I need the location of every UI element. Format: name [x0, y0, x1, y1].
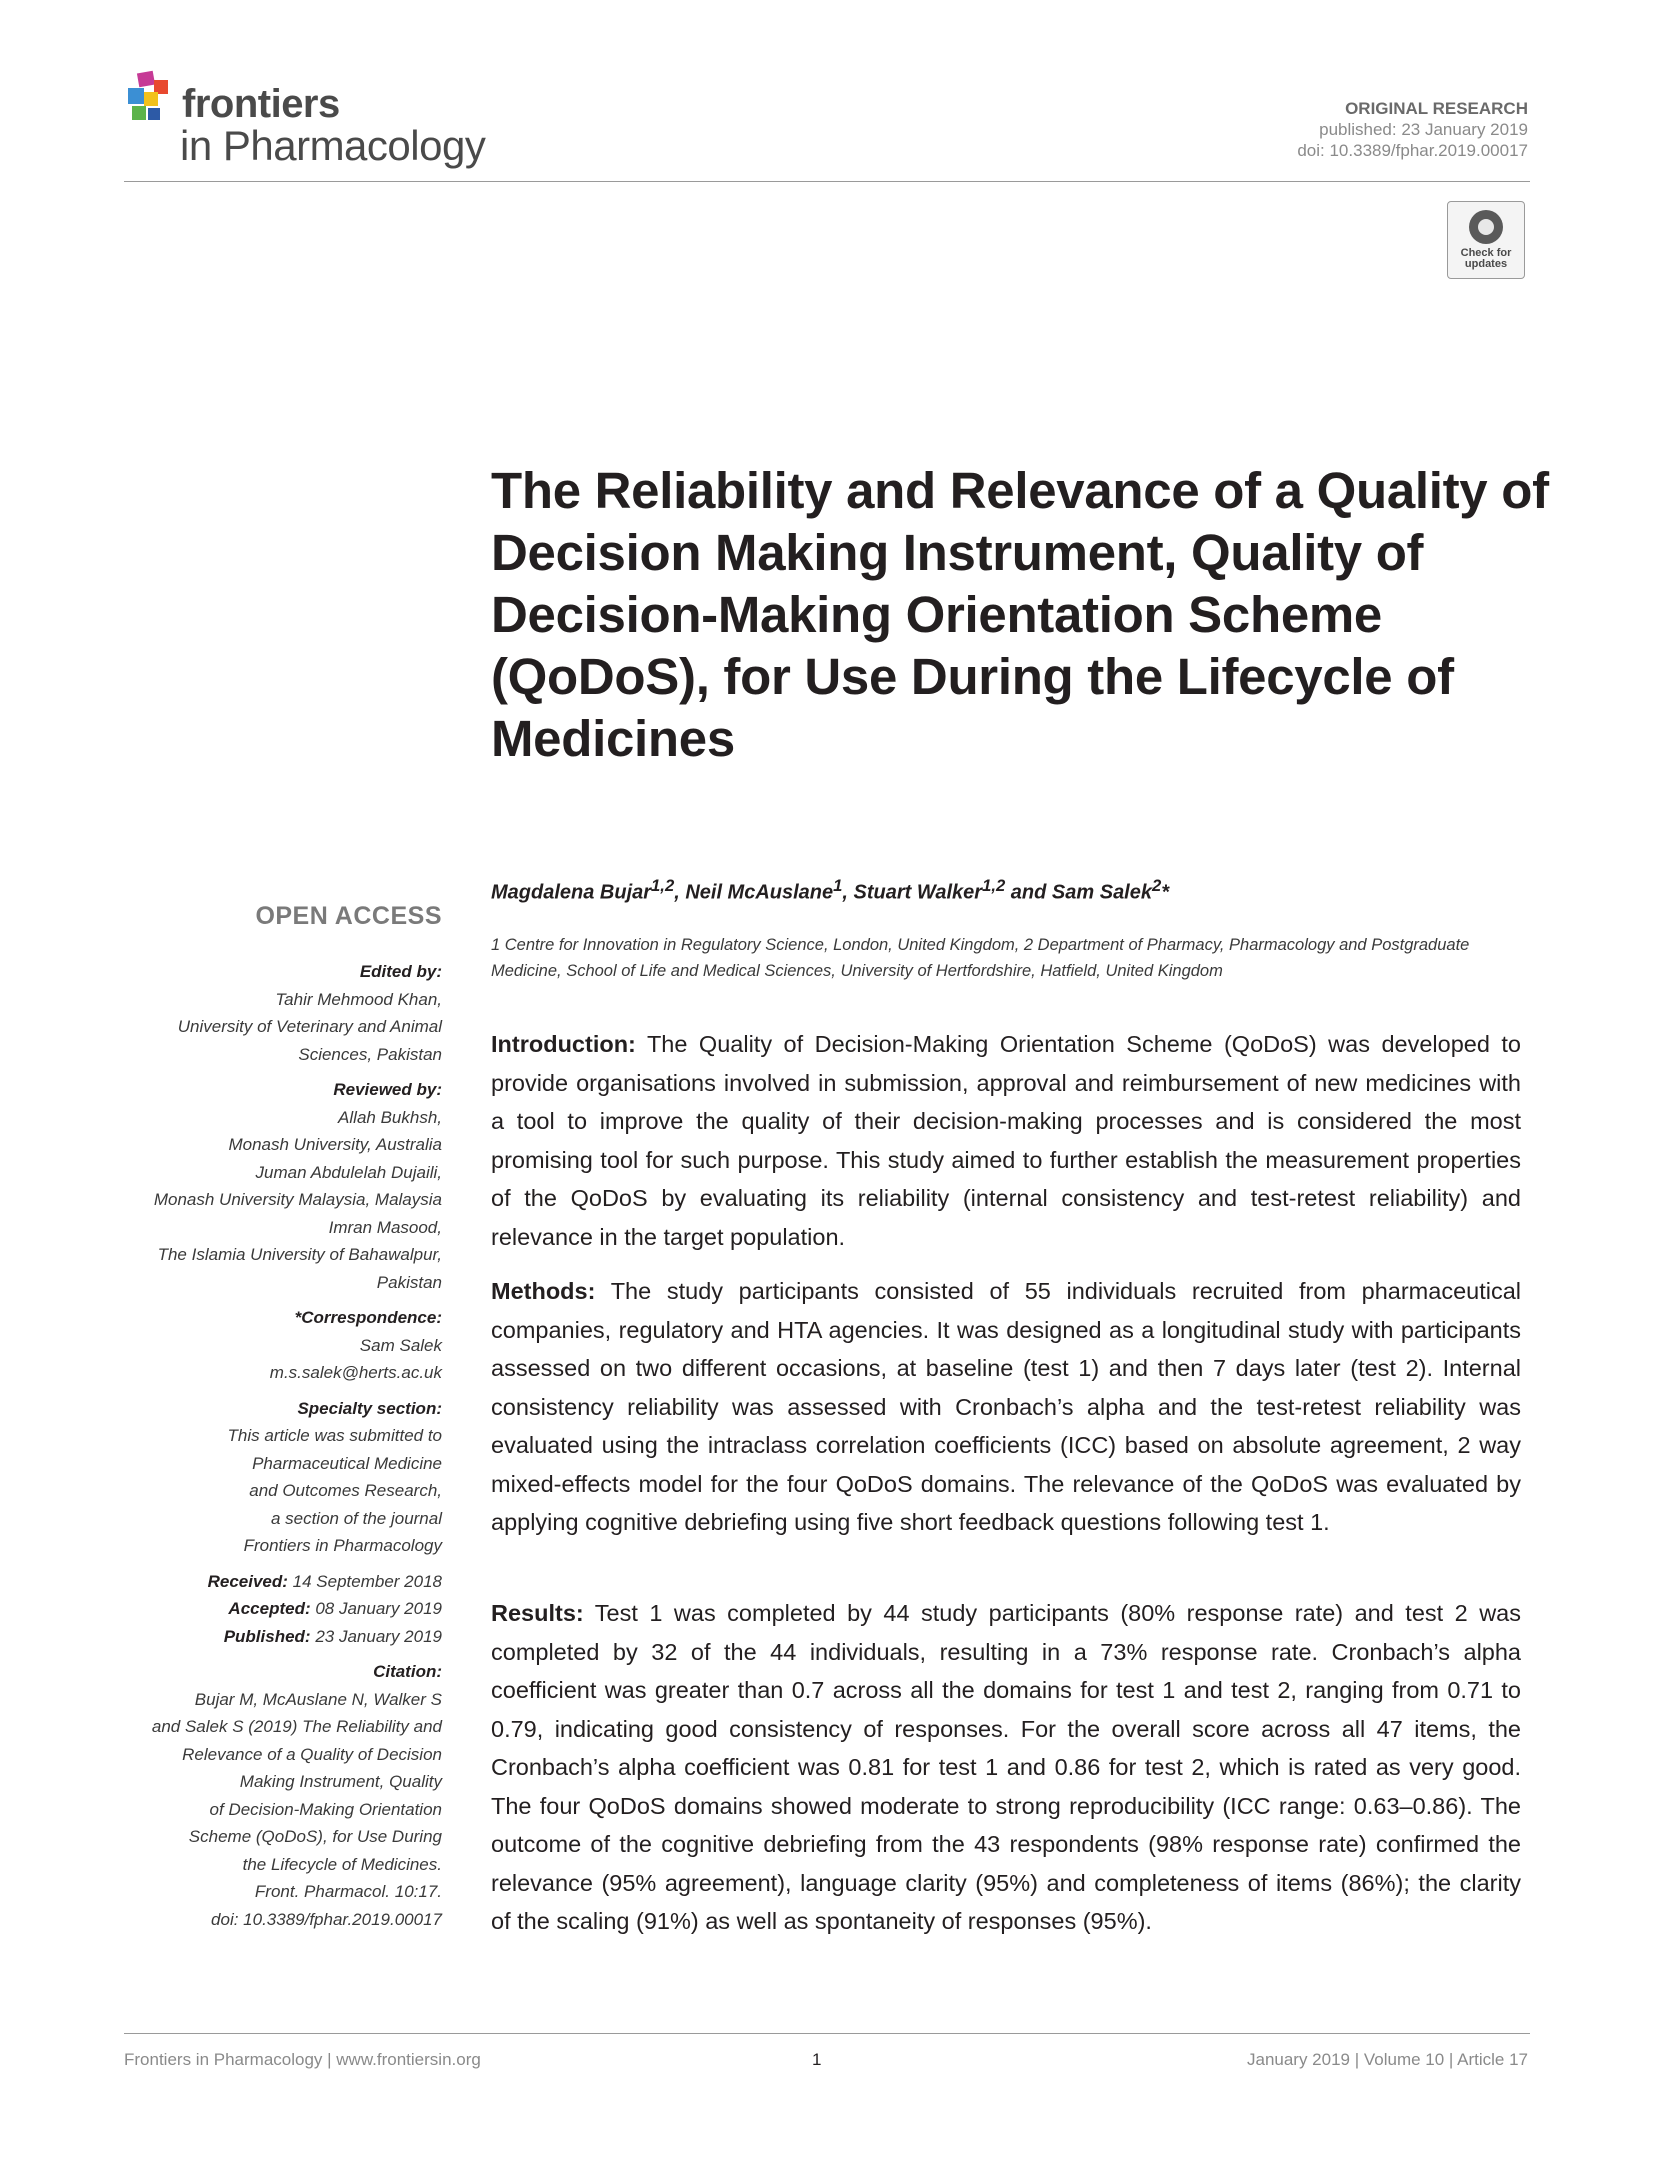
sidebar-metadata: [100, 958, 442, 1933]
page-number: 1: [812, 2050, 822, 2069]
logo-brand-text: frontiers: [182, 82, 340, 126]
accepted-date: 08 January 2019: [315, 1599, 442, 1618]
citation-line: and Salek S (2019) The Reliability and: [151, 1717, 442, 1736]
correspondence-name: Sam Salek: [359, 1335, 442, 1355]
received-row: [100, 1568, 442, 1596]
reviewer-affil: The Islamia University of Bahawalpur,: [157, 1245, 442, 1264]
published-row: [100, 1623, 442, 1651]
specialty-line: This article was submitted to: [227, 1426, 442, 1445]
frontiers-logo-icon: [124, 70, 176, 130]
correspondence-label: *Correspondence:: [294, 1308, 442, 1327]
open-access-label: OPEN ACCESS: [255, 902, 442, 930]
article-title: The Reliability and Relevance of a Quality of Decision Making Instrument, Quality of Decision-Making Orientation Scheme (QoDoS), for Use During the Lifecycle of Medicines: [491, 462, 1549, 767]
article-type: ORIGINAL RESEARCH: [1345, 99, 1528, 118]
specialty-line: Pharmaceutical Medicine: [252, 1453, 442, 1473]
methods-label: Methods:: [491, 1278, 596, 1304]
citation-line: Making Instrument, Quality: [239, 1772, 442, 1791]
citation-line: Relevance of a Quality of Decision: [182, 1744, 442, 1764]
header-divider: [124, 181, 1530, 182]
check-updates-label: Check for updates: [1460, 247, 1512, 270]
article-meta: [1297, 98, 1528, 161]
reviewer-name: Juman Abdulelah Dujaili,: [255, 1162, 442, 1182]
citation-line: Bujar M, McAuslane N, Walker S: [194, 1689, 442, 1709]
results-text: Test 1 was completed by 44 study participants (80% response rate) and test 2 was completed by 32 of the 44 individuals, resulting in a 73% response rate. Cronbach’s alpha coefficient was greater than 0.7 across all the domains for test 1 and test 2, ranging from 0.71 to 0.79, indicating good consistency of responses. For the overall score across all 47 items, the Cronbach’s alpha coefficient was 0.81 for test 1 and 0.86 for test 2, which is rated as very good. The four QoDoS domains showed moderate to strong reproducibility (ICC range: 0.63–0.86). The outcome of the cognitive debriefing from the 43 respondents (98% response rate) confirmed the relevance (95% agreement), language clarity (95%) and completeness of items (86%); the clarity of the scaling (91%) as well as spontaneity of responses (95%).: [491, 1600, 1521, 1934]
intro-label: Introduction:: [491, 1031, 636, 1057]
reviewer-name: Imran Masood,: [328, 1217, 442, 1237]
abstract-introduction: [491, 1025, 1521, 1256]
citation-doi[interactable]: doi: 10.3389/fphar.2019.00017: [211, 1909, 442, 1929]
published-date: published: 23 January 2019: [1319, 120, 1528, 139]
affiliations: 1 Centre for Innovation in Regulatory Science, London, United Kingdom, 2 Department of Pharmacy, Pharmacology and Postgraduate Medicine, School of Life and Medical Sciences, University of Hertfordshire, Hatfield, United Kingdom: [491, 936, 1470, 980]
received-date: 14 September 2018: [292, 1571, 442, 1591]
reviewed-by-label: Reviewed by:: [333, 1080, 442, 1099]
results-label: Results:: [491, 1600, 584, 1626]
received-label: Received:: [207, 1571, 288, 1591]
methods-text: The study participants consisted of 55 individuals recruited from pharmaceutical companies, regulatory and HTA agencies. It was designed as a longitudinal study with participants assessed on two different occasions, at baseline (test 1) and then 7 days later (test 2). Internal consistency reliability was assessed with Cronbach’s alpha and the test-retest reliability was evaluated using the intraclass correlation coefficients (ICC) based on absolute agreement, 2 way mixed-effects model for the four QoDoS domains. The relevance of the QoDoS was evaluated by applying cognitive debriefing using five short feedback questions following test 1.: [491, 1278, 1522, 1535]
specialty-line: and Outcomes Research,: [249, 1481, 442, 1500]
reviewer-affil: Monash University Malaysia, Malaysia: [153, 1190, 442, 1209]
editor-affil-line: University of Veterinary and Animal: [177, 1017, 442, 1036]
citation-line: Scheme (QoDoS), for Use During: [188, 1827, 442, 1846]
citation-line: the Lifecycle of Medicines.: [242, 1854, 442, 1874]
accepted-label: Accepted:: [228, 1599, 311, 1618]
footer-issue: January 2019 | Volume 10 | Article 17: [1246, 2050, 1528, 2069]
published-label: Published:: [223, 1626, 311, 1646]
specialty-section-label: Specialty section:: [297, 1398, 442, 1418]
check-updates-icon: [1469, 210, 1503, 244]
editor-affil-line: Sciences, Pakistan: [298, 1044, 442, 1064]
citation-line: Front. Pharmacol. 10:17.: [254, 1882, 442, 1901]
reviewer-affil: Monash University, Australia: [228, 1135, 442, 1154]
check-for-updates-badge[interactable]: [1447, 201, 1525, 279]
footer-divider: [124, 2033, 1530, 2034]
correspondence-email[interactable]: m.s.salek@herts.ac.uk: [269, 1363, 442, 1382]
edited-by-label: Edited by:: [359, 962, 442, 981]
specialty-line: a section of the journal: [270, 1508, 442, 1528]
reviewer-name: Allah Bukhsh,: [338, 1107, 442, 1127]
logo-journal-text: in Pharmacology: [180, 122, 486, 169]
reviewer-affil: Pakistan: [376, 1272, 442, 1292]
published-date-sidebar: 23 January 2019: [315, 1626, 442, 1646]
accepted-row: [100, 1595, 442, 1623]
citation-label: Citation:: [373, 1662, 442, 1681]
editor-name: Tahir Mehmood Khan,: [275, 989, 442, 1009]
abstract-methods: [491, 1272, 1521, 1542]
footer-journal[interactable]: Frontiers in Pharmacology | www.frontiersin.org: [124, 2050, 481, 2069]
intro-text: The Quality of Decision-Making Orientation Scheme (QoDoS) was developed to provide organisations involved in submission, approval and reimbursement of new medicines with a tool to improve the quality of their decision-making processes and is considered the most promising tool for such purpose. This study aimed to further establish the measurement properties of the QoDoS by evaluating its reliability (internal consistency and test-retest reliability) and relevance in the target population.: [491, 1031, 1521, 1250]
citation-line: of Decision-Making Orientation: [209, 1799, 442, 1819]
author-list: Magdalena Bujar$^{1,2}$, Neil McAuslane$^1$, Stuart Walker$^{1,2}$ and Sam Salek$^2$*: [491, 876, 1170, 904]
specialty-line: Frontiers in Pharmacology: [243, 1536, 442, 1555]
abstract-results: [491, 1594, 1521, 1941]
doi-link[interactable]: doi: 10.3389/fphar.2019.00017: [1297, 141, 1528, 160]
journal-logo: [124, 70, 544, 180]
